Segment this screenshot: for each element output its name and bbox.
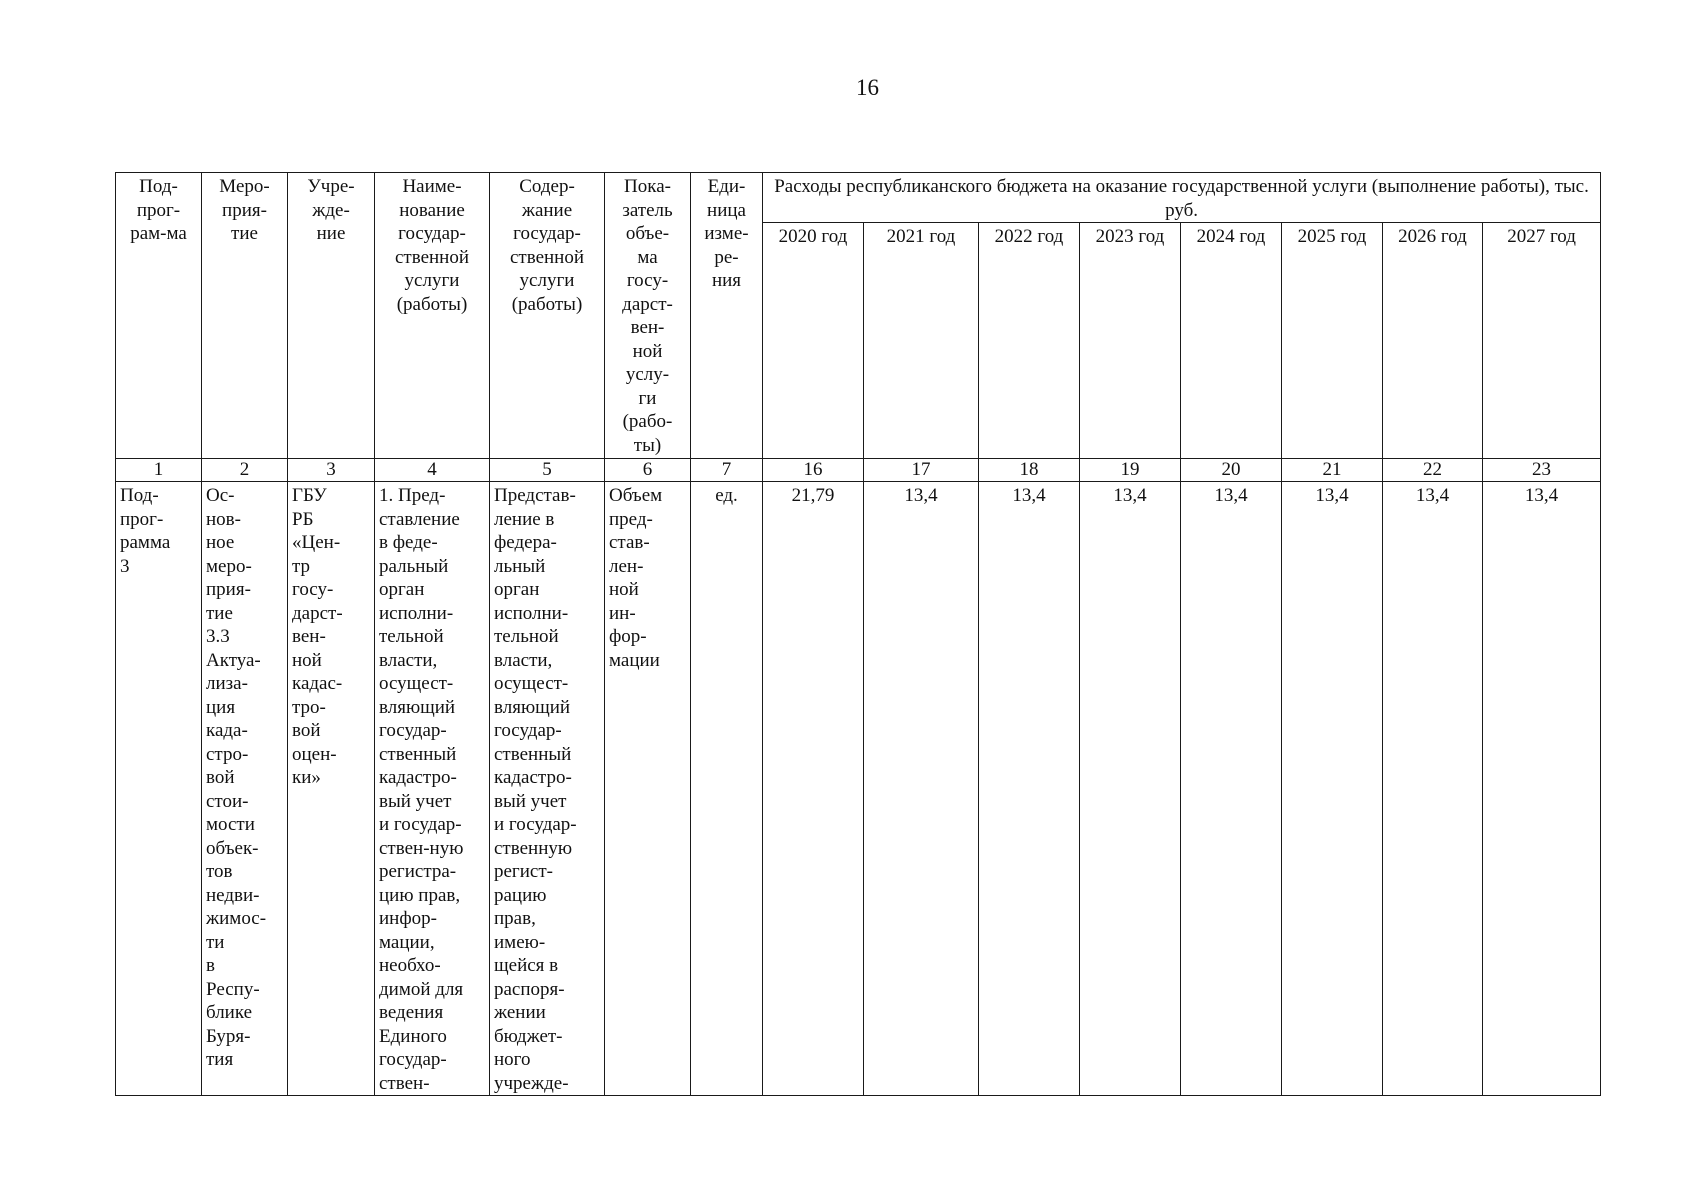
column-number-row [116, 459, 1601, 482]
page-number: 16 [856, 75, 879, 100]
cell-service-name: 1. Пред- ставление в феде- ральный орган исполни- тельной власти, осущест- вляющий государ- ственный кадастро- вый учет и государ- ствен-ную регистра- цию прав, инфор- мации, необхо- димой для ведения Единого государ- ствен- [375, 482, 490, 1096]
header-year-2020: 2020 год [763, 223, 864, 459]
cell-value-2025: 13,4 [1282, 482, 1383, 1096]
header-year-2024: 2024 год [1181, 223, 1282, 459]
column-number: 18 [979, 459, 1080, 482]
header-subprogram: Под- прог- рам-ма [116, 173, 202, 459]
cell-subprogram: Под- прог- рамма 3 [116, 482, 202, 1096]
column-number: 22 [1383, 459, 1483, 482]
column-number: 3 [288, 459, 375, 482]
header-row [116, 173, 1601, 223]
column-number: 4 [375, 459, 490, 482]
column-number: 19 [1080, 459, 1181, 482]
column-number: 23 [1483, 459, 1601, 482]
header-service-name: Наиме- нование государ- ственной услуги (работы) [375, 173, 490, 459]
header-unit: Еди- ница изме- ре- ния [691, 173, 763, 459]
column-number: 5 [490, 459, 605, 482]
cell-value-2023: 13,4 [1080, 482, 1181, 1096]
header-year-2027: 2027 год [1483, 223, 1601, 459]
column-number: 20 [1181, 459, 1282, 482]
column-number: 16 [763, 459, 864, 482]
column-number: 17 [864, 459, 979, 482]
header-expenses: Расходы республиканского бюджета на оказание государственной услуги (выполнение работы), тыс. руб. [763, 173, 1601, 223]
header-year-2026: 2026 год [1383, 223, 1483, 459]
cell-service-content: Представ- ление в федера- льный орган исполни- тельной власти, осущест- вляющий государ- ственный кадастро- вый учет и государ- ственную регист- рацию прав, имею- щейся в распоря- жении бюджет- ного учрежде- [490, 482, 605, 1096]
expenses-table [115, 172, 1601, 1096]
cell-measure: Ос- нов- ное меро- прия- тие 3.3 Актуа- лиза- ция када- стро- вой стои- мости объек- тов недви- жимос- ти в Респу- блике Буря- тия [202, 482, 288, 1096]
column-number: 6 [605, 459, 691, 482]
header-indicator: Пока- затель объе- ма госу- дарст- вен- ной услу- ги (рабо- ты) [605, 173, 691, 459]
header-year-2022: 2022 год [979, 223, 1080, 459]
column-number: 1 [116, 459, 202, 482]
cell-institution: ГБУ РБ «Цен- тр госу- дарст- вен- ной кадас- тро- вой оцен- ки» [288, 482, 375, 1096]
column-number: 21 [1282, 459, 1383, 482]
header-measure: Меро- прия- тие [202, 173, 288, 459]
cell-value-2021: 13,4 [864, 482, 979, 1096]
cell-value-2026: 13,4 [1383, 482, 1483, 1096]
header-year-2023: 2023 год [1080, 223, 1181, 459]
header-year-2025: 2025 год [1282, 223, 1383, 459]
table-row [116, 482, 1601, 1096]
column-number: 7 [691, 459, 763, 482]
cell-value-2022: 13,4 [979, 482, 1080, 1096]
column-number: 2 [202, 459, 288, 482]
cell-value-2027: 13,4 [1483, 482, 1601, 1096]
header-institution: Учре- жде- ние [288, 173, 375, 459]
cell-value-2020: 21,79 [763, 482, 864, 1096]
header-service-content: Содер- жание государ- ственной услуги (работы) [490, 173, 605, 459]
cell-unit: ед. [691, 482, 763, 1096]
cell-value-2024: 13,4 [1181, 482, 1282, 1096]
cell-indicator: Объем пред- став- лен- ной ин- фор- мации [605, 482, 691, 1096]
header-year-2021: 2021 год [864, 223, 979, 459]
